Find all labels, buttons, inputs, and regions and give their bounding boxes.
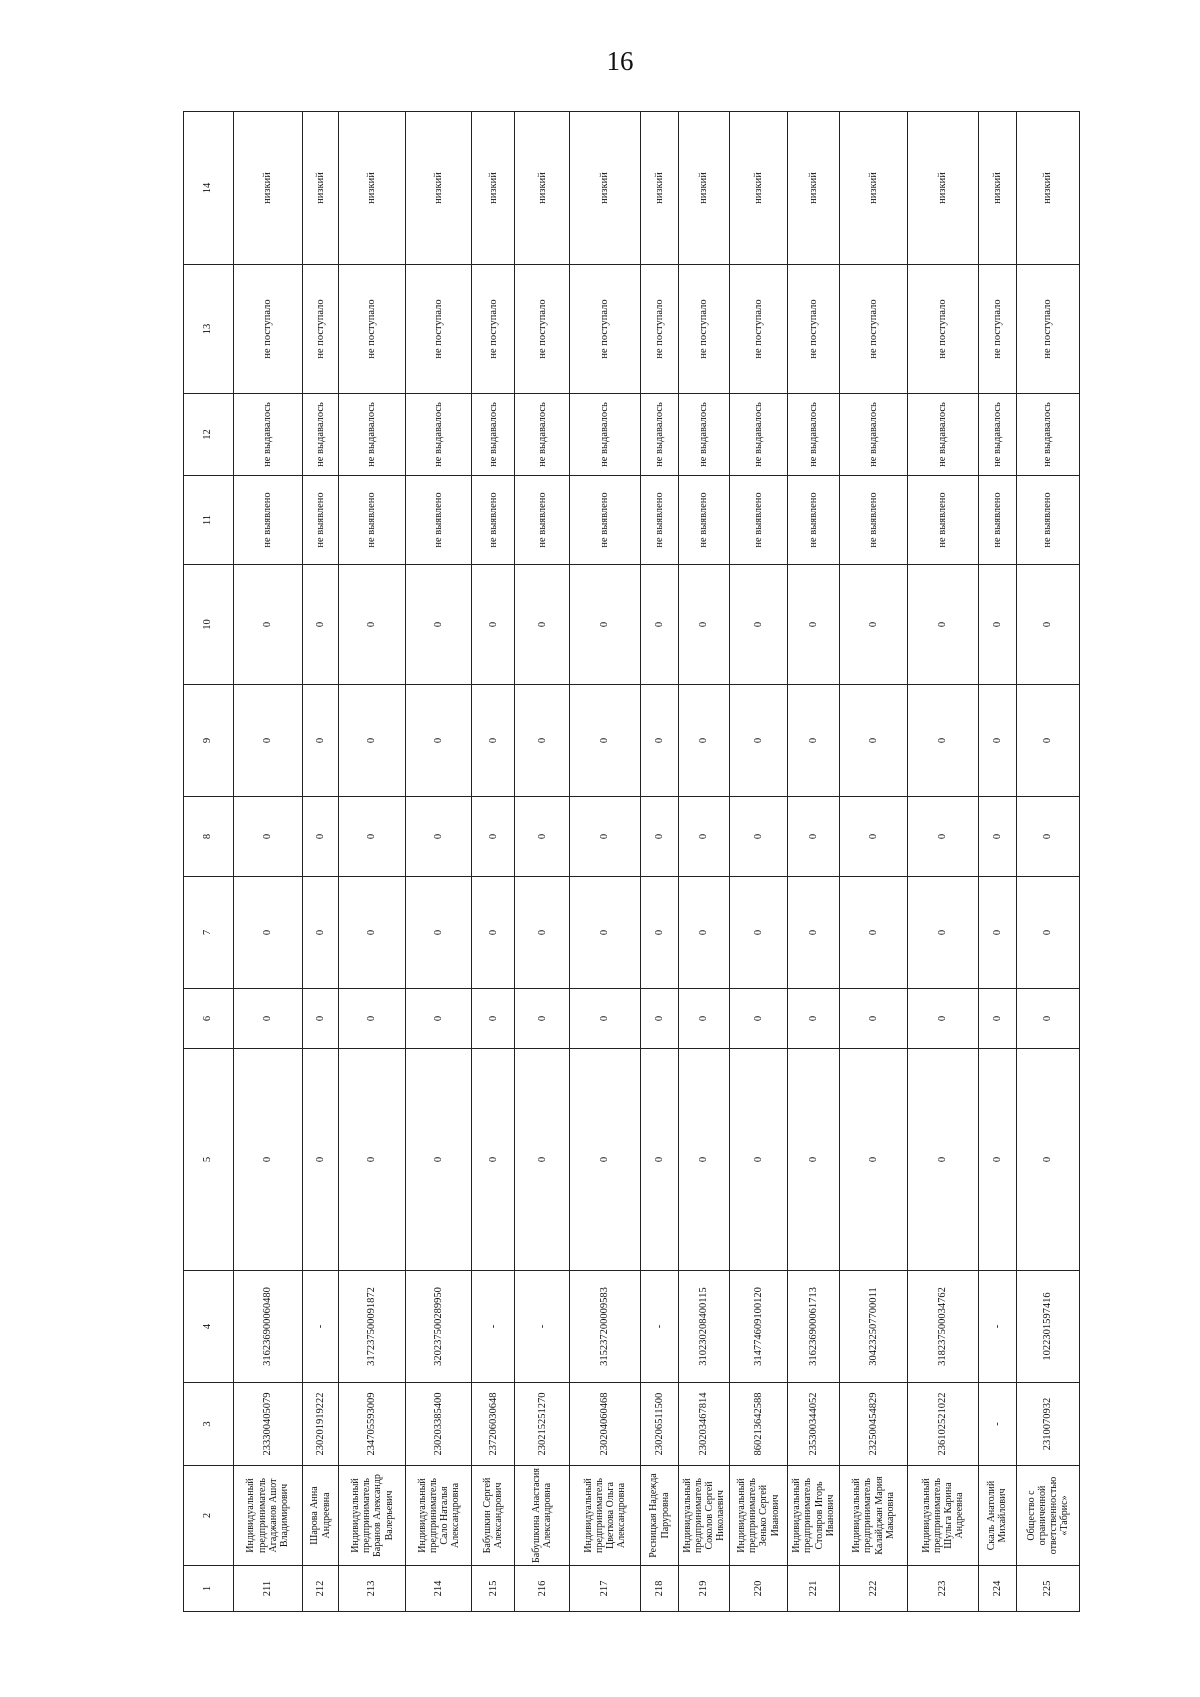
table-cell: 2310070932 <box>1017 1383 1080 1466</box>
table-row <box>729 112 787 1612</box>
table-cell: 0 <box>302 877 338 989</box>
table-cell: низкий <box>640 112 679 265</box>
table-cell: 233300405079 <box>233 1383 302 1466</box>
table-cell: не поступало <box>406 265 472 394</box>
table-cell: 0 <box>729 565 787 685</box>
table-cell: не выдавалось <box>978 394 1017 476</box>
table-cell: не выдавалось <box>839 394 907 476</box>
table-cell: не выявлено <box>515 476 570 565</box>
table-cell: - <box>640 1271 679 1383</box>
table-cell: Бабушкин Сергей Александрович <box>472 1466 515 1566</box>
table-cell: не выявлено <box>978 476 1017 565</box>
table-cell: 0 <box>908 1049 978 1271</box>
table-cell: 0 <box>406 989 472 1049</box>
table-cell: не поступало <box>679 265 729 394</box>
column-number-cell: 11 <box>184 476 234 565</box>
table-cell: не выявлено <box>570 476 640 565</box>
table-cell: 317237500091872 <box>339 1271 406 1383</box>
table-cell: 237206030648 <box>472 1383 515 1466</box>
table-cell: низкий <box>679 112 729 265</box>
table-cell: 0 <box>788 877 840 989</box>
table-cell: низкий <box>978 112 1017 265</box>
table-cell: 0 <box>679 685 729 797</box>
table-cell: 0 <box>640 565 679 685</box>
table-cell: не поступало <box>570 265 640 394</box>
table-cell: низкий <box>515 112 570 265</box>
table-row <box>233 112 302 1612</box>
table-cell: не выдавалось <box>570 394 640 476</box>
table-cell: 0 <box>339 797 406 877</box>
table-cell: 0 <box>679 877 729 989</box>
page-number: 16 <box>606 46 634 76</box>
table-cell: 234705593009 <box>339 1383 406 1466</box>
table-cell: 0 <box>788 565 840 685</box>
table-row <box>788 112 840 1612</box>
table-row <box>302 112 338 1612</box>
table-cell: 0 <box>1017 685 1080 797</box>
table-cell: не выдавалось <box>788 394 840 476</box>
table-cell: 1022301597416 <box>1017 1271 1080 1383</box>
table-cell: не поступало <box>302 265 338 394</box>
table-cell: Шарова Анна Андреевна <box>302 1466 338 1566</box>
table-cell: 860213642588 <box>729 1383 787 1466</box>
table-cell: не выявлено <box>302 476 338 565</box>
table-cell: 230206511500 <box>640 1383 679 1466</box>
table-cell: 0 <box>302 1049 338 1271</box>
table-cell: не выдавалось <box>515 394 570 476</box>
table-cell: 0 <box>406 1049 472 1271</box>
column-number-cell: 3 <box>184 1383 234 1466</box>
table-cell: 0 <box>339 565 406 685</box>
table-cell: 235300344052 <box>788 1383 840 1466</box>
table-cell: 0 <box>570 877 640 989</box>
column-number-cell: 1 <box>184 1566 234 1612</box>
column-number-cell: 2 <box>184 1466 234 1566</box>
table-cell: 315237200009583 <box>570 1271 640 1383</box>
table-cell: 0 <box>978 565 1017 685</box>
column-number-cell: 13 <box>184 265 234 394</box>
table-cell: Индивидуальный предприниматель Цветкова Ольга Александровна <box>570 1466 640 1566</box>
table-cell: не поступало <box>788 265 840 394</box>
table-cell: 220 <box>729 1566 787 1612</box>
table-cell: не выдавалось <box>679 394 729 476</box>
table-cell: 0 <box>233 565 302 685</box>
table-cell: 236102521022 <box>908 1383 978 1466</box>
table-cell: не поступало <box>978 265 1017 394</box>
table-cell: 0 <box>406 565 472 685</box>
table-cell: 213 <box>339 1566 406 1612</box>
table-cell: 0 <box>515 565 570 685</box>
table-cell: 0 <box>640 877 679 989</box>
table-cell: 318237500034762 <box>908 1271 978 1383</box>
table-cell: 0 <box>233 989 302 1049</box>
table-cell: не выявлено <box>640 476 679 565</box>
table-cell: 0 <box>1017 1049 1080 1271</box>
table-cell: не выявлено <box>679 476 729 565</box>
table-cell: 232500454829 <box>839 1383 907 1466</box>
table-cell: 0 <box>640 797 679 877</box>
table-cell: 0 <box>339 1049 406 1271</box>
table-cell: не поступало <box>908 265 978 394</box>
table-cell: 0 <box>302 989 338 1049</box>
table-cell: не выдавалось <box>339 394 406 476</box>
table-cell: 0 <box>570 565 640 685</box>
table-cell: 0 <box>640 1049 679 1271</box>
table-cell: Индивидуальный предприниматель Баранов Александр Валерьевич <box>339 1466 406 1566</box>
table-cell: 0 <box>515 877 570 989</box>
table-cell: 230203385400 <box>406 1383 472 1466</box>
table-cell: 0 <box>839 797 907 877</box>
table-cell: 316236900060480 <box>233 1271 302 1383</box>
table-cell: 0 <box>472 877 515 989</box>
column-number-cell: 10 <box>184 565 234 685</box>
table-cell: 0 <box>570 989 640 1049</box>
table-cell: 0 <box>339 989 406 1049</box>
table-row <box>570 112 640 1612</box>
table-cell: 0 <box>472 797 515 877</box>
table-row <box>640 112 679 1612</box>
table-cell: 0 <box>515 685 570 797</box>
table-cell: не выявлено <box>233 476 302 565</box>
table-cell: не выявлено <box>339 476 406 565</box>
table-cell: 0 <box>839 989 907 1049</box>
table-cell: 0 <box>908 797 978 877</box>
table-cell: не выдавалось <box>406 394 472 476</box>
table-cell: не поступало <box>640 265 679 394</box>
table-cell: 0 <box>908 877 978 989</box>
table-cell: 310230208400115 <box>679 1271 729 1383</box>
table-cell: 212 <box>302 1566 338 1612</box>
table-cell: 224 <box>978 1566 1017 1612</box>
table-cell: 222 <box>839 1566 907 1612</box>
table-cell: не выявлено <box>908 476 978 565</box>
table-cell: не выявлено <box>729 476 787 565</box>
column-number-cell: 14 <box>184 112 234 265</box>
rotated-table-container <box>183 112 1080 1612</box>
table-cell: 0 <box>729 877 787 989</box>
table-cell: 214 <box>406 1566 472 1612</box>
table-cell: 230204060468 <box>570 1383 640 1466</box>
table-cell: 0 <box>908 989 978 1049</box>
table-cell: Индивидуальный предприниматель Соколов Сергей Николаевич <box>679 1466 729 1566</box>
table-cell: 0 <box>302 797 338 877</box>
table-cell: 217 <box>570 1566 640 1612</box>
table-cell: не выдавалось <box>472 394 515 476</box>
column-number-cell: 8 <box>184 797 234 877</box>
table-cell: 0 <box>729 685 787 797</box>
table-cell: 0 <box>788 685 840 797</box>
table-cell: не выявлено <box>788 476 840 565</box>
table-cell: 0 <box>839 685 907 797</box>
table-row <box>472 112 515 1612</box>
table-cell: Бабушкина Анастасия Александровна <box>515 1466 570 1566</box>
column-number-cell: 4 <box>184 1271 234 1383</box>
table-cell: 0 <box>472 1049 515 1271</box>
table-row <box>839 112 907 1612</box>
table-row <box>1017 112 1080 1612</box>
table-cell: не выдавалось <box>640 394 679 476</box>
table-cell: низкий <box>472 112 515 265</box>
table-cell: 0 <box>788 797 840 877</box>
table-cell: 0 <box>729 989 787 1049</box>
table-row <box>978 112 1017 1612</box>
table-cell: 0 <box>839 877 907 989</box>
table-cell: 0 <box>978 1049 1017 1271</box>
table-cell: 0 <box>406 685 472 797</box>
table-cell: 0 <box>729 1049 787 1271</box>
table-cell: Ресницкая Надежда Паруровна <box>640 1466 679 1566</box>
table-cell: 216 <box>515 1566 570 1612</box>
table-cell: 221 <box>788 1566 840 1612</box>
table-cell: 0 <box>233 685 302 797</box>
table-cell: низкий <box>788 112 840 265</box>
table-cell: низкий <box>339 112 406 265</box>
column-number-cell: 7 <box>184 877 234 989</box>
column-number-cell: 5 <box>184 1049 234 1271</box>
table-cell: 0 <box>472 685 515 797</box>
table-cell: 0 <box>570 797 640 877</box>
table-row <box>339 112 406 1612</box>
table-cell: не выдавалось <box>729 394 787 476</box>
table-cell: 211 <box>233 1566 302 1612</box>
table-cell: Индивидуальный предприниматель Зенько Сергей Иванович <box>729 1466 787 1566</box>
table-cell: 0 <box>640 685 679 797</box>
table-cell: 0 <box>233 797 302 877</box>
table-cell: 0 <box>908 565 978 685</box>
table-cell: не поступало <box>339 265 406 394</box>
table-cell: 0 <box>679 1049 729 1271</box>
table-cell: 0 <box>406 797 472 877</box>
table-cell: не поступало <box>1017 265 1080 394</box>
table-cell: не выявлено <box>839 476 907 565</box>
table-cell: низкий <box>302 112 338 265</box>
table-cell: не выдавалось <box>908 394 978 476</box>
table-cell: 0 <box>679 989 729 1049</box>
table-row <box>406 112 472 1612</box>
column-number-cell: 6 <box>184 989 234 1049</box>
table-cell: низкий <box>233 112 302 265</box>
table-cell: Общество с ограниченной ответственностью «Табрис» <box>1017 1466 1080 1566</box>
table-cell: 304232507700011 <box>839 1271 907 1383</box>
table-cell: 0 <box>679 797 729 877</box>
table-cell: 218 <box>640 1566 679 1612</box>
table-cell: - <box>472 1271 515 1383</box>
table-cell: Индивидуальный предприниматель Сало Наталья Александровна <box>406 1466 472 1566</box>
table-cell: - <box>978 1271 1017 1383</box>
table-cell: не выдавалось <box>302 394 338 476</box>
table-cell: 0 <box>978 685 1017 797</box>
table-cell: не поступало <box>839 265 907 394</box>
table-cell: Индивидуальный предприниматель Шульга Карина Андреевна <box>908 1466 978 1566</box>
table-cell: 0 <box>1017 877 1080 989</box>
table-cell: 0 <box>729 797 787 877</box>
table-cell: не выявлено <box>406 476 472 565</box>
table-cell: 0 <box>1017 797 1080 877</box>
table-cell: 0 <box>978 989 1017 1049</box>
table-cell: не выявлено <box>1017 476 1080 565</box>
table-row <box>908 112 978 1612</box>
table-cell: 0 <box>1017 989 1080 1049</box>
table-cell: - <box>515 1271 570 1383</box>
column-number-cell: 9 <box>184 685 234 797</box>
table-cell: 0 <box>788 1049 840 1271</box>
table-cell: Скаль Анатолий Михайлович <box>978 1466 1017 1566</box>
table-cell: не поступало <box>729 265 787 394</box>
table-cell: 320237500289950 <box>406 1271 472 1383</box>
table-cell: 0 <box>233 1049 302 1271</box>
table-cell: 0 <box>570 685 640 797</box>
table-cell: не выдавалось <box>1017 394 1080 476</box>
table-cell: 0 <box>679 565 729 685</box>
table-cell: 0 <box>472 565 515 685</box>
table-cell: 230201919222 <box>302 1383 338 1466</box>
table-cell: 314774609100120 <box>729 1271 787 1383</box>
table-cell: 230215251270 <box>515 1383 570 1466</box>
table-cell: низкий <box>406 112 472 265</box>
table-cell: 0 <box>978 877 1017 989</box>
register-table <box>183 111 1080 1612</box>
table-row <box>679 112 729 1612</box>
table-cell: 0 <box>1017 565 1080 685</box>
column-number-cell: 12 <box>184 394 234 476</box>
table-cell: низкий <box>570 112 640 265</box>
table-cell: 0 <box>978 797 1017 877</box>
header-row <box>184 112 234 1612</box>
table-cell: низкий <box>839 112 907 265</box>
table-cell: Индивидуальный предприниматель Калайджан Мария Макаровна <box>839 1466 907 1566</box>
table-cell: 316236900061713 <box>788 1271 840 1383</box>
table-cell: 0 <box>515 1049 570 1271</box>
table-cell: - <box>302 1271 338 1383</box>
table-cell: 0 <box>908 685 978 797</box>
table-cell: 225 <box>1017 1566 1080 1612</box>
table-cell: - <box>978 1383 1017 1466</box>
table-cell: 0 <box>570 1049 640 1271</box>
table-cell: 215 <box>472 1566 515 1612</box>
table-cell: 0 <box>788 989 840 1049</box>
table-cell: не поступало <box>515 265 570 394</box>
table-cell: 219 <box>679 1566 729 1612</box>
table-cell: 0 <box>233 877 302 989</box>
table-cell: низкий <box>908 112 978 265</box>
table-cell: не поступало <box>472 265 515 394</box>
table-cell: 0 <box>640 989 679 1049</box>
table-row <box>515 112 570 1612</box>
table-cell: низкий <box>1017 112 1080 265</box>
table-cell: 0 <box>302 565 338 685</box>
table-cell: 0 <box>472 989 515 1049</box>
table-cell: 230203467814 <box>679 1383 729 1466</box>
table-cell: низкий <box>729 112 787 265</box>
table-cell: Индивидуальный предприниматель Агаджанов Ашот Владимирович <box>233 1466 302 1566</box>
table-cell: не поступало <box>233 265 302 394</box>
table-cell: 0 <box>339 685 406 797</box>
table-cell: 0 <box>339 877 406 989</box>
table-cell: 0 <box>839 565 907 685</box>
table-cell: не выдавалось <box>233 394 302 476</box>
table-cell: Индивидуальный предприниматель Столяров Игорь Иванович <box>788 1466 840 1566</box>
table-cell: 0 <box>515 989 570 1049</box>
table-cell: не выявлено <box>472 476 515 565</box>
table-cell: 223 <box>908 1566 978 1612</box>
table-cell: 0 <box>302 685 338 797</box>
table-cell: 0 <box>406 877 472 989</box>
table-cell: 0 <box>839 1049 907 1271</box>
table-cell: 0 <box>515 797 570 877</box>
